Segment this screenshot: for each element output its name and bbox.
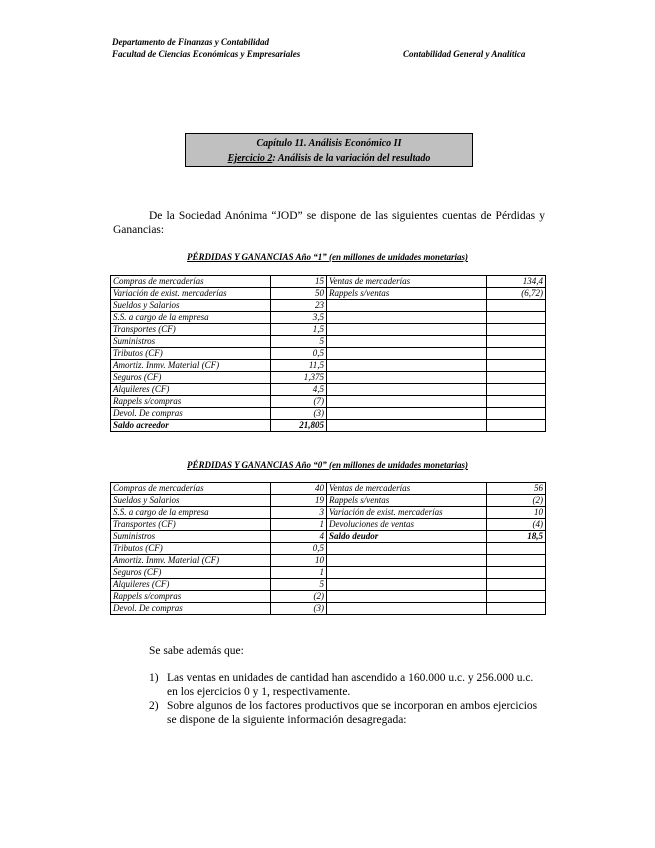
credit-label <box>327 360 487 372</box>
table-row <box>111 288 546 300</box>
table-row <box>111 543 546 555</box>
credit-value <box>487 396 546 408</box>
debit-value: 1,375 <box>271 372 327 384</box>
debit-label: Alquileres (CF) <box>111 579 271 591</box>
credit-label: Rappels s/ventas <box>327 288 487 300</box>
credit-value <box>487 300 546 312</box>
debit-label: Rappels s/compras <box>111 396 271 408</box>
debit-label: Alquileres (CF) <box>111 384 271 396</box>
list-item-number: 2) <box>149 700 159 712</box>
debit-label: Sueldos y Salarios <box>111 495 271 507</box>
debit-value: 1 <box>271 519 327 531</box>
debit-label: Compras de mercaderías <box>111 276 271 288</box>
credit-value <box>487 384 546 396</box>
header-department: Departamento de Finanzas y Contabilidad <box>112 37 270 47</box>
credit-label <box>327 300 487 312</box>
credit-label <box>327 384 487 396</box>
list-item-number: 1) <box>149 672 159 684</box>
debit-label: Seguros (CF) <box>111 567 271 579</box>
credit-value: 56 <box>487 483 546 495</box>
exercise-label: Ejercicio 2 <box>227 153 273 164</box>
credit-label: Ventas de mercaderías <box>327 276 487 288</box>
table-row <box>111 495 546 507</box>
credit-label: Rappels s/ventas <box>327 495 487 507</box>
debit-label: Seguros (CF) <box>111 372 271 384</box>
debit-value: 40 <box>271 483 327 495</box>
table1-pyg-year1 <box>110 275 546 432</box>
debit-label: S.S. a cargo de la empresa <box>111 507 271 519</box>
debit-label: Devol. De compras <box>111 603 271 615</box>
credit-label <box>327 555 487 567</box>
debit-value: 5 <box>271 579 327 591</box>
debit-value: 19 <box>271 495 327 507</box>
credit-label <box>327 408 487 420</box>
table-row <box>111 567 546 579</box>
credit-value <box>487 543 546 555</box>
credit-value <box>487 603 546 615</box>
table-row <box>111 348 546 360</box>
credit-value <box>487 348 546 360</box>
table1-title: PÉRDIDAS Y GANANCIAS Año “1” (en millones de unidades monetarias) <box>187 252 468 262</box>
debit-label: Devol. De compras <box>111 408 271 420</box>
debit-label: Amortiz. Inmv. Material (CF) <box>111 360 271 372</box>
table-row <box>111 276 546 288</box>
table-row <box>111 360 546 372</box>
debit-label: Amortiz. Inmv. Material (CF) <box>111 555 271 567</box>
header-subject: Contabilidad General y Analítica <box>403 49 526 59</box>
credit-value <box>487 579 546 591</box>
credit-label <box>327 312 487 324</box>
credit-value: 18,5 <box>487 531 546 543</box>
debit-value: 4 <box>271 531 327 543</box>
debit-value: 0,5 <box>271 543 327 555</box>
credit-label <box>327 396 487 408</box>
credit-value <box>487 420 546 432</box>
credit-label <box>327 603 487 615</box>
table-row <box>111 507 546 519</box>
credit-label: Saldo deudor <box>327 531 487 543</box>
debit-value: 3 <box>271 507 327 519</box>
credit-value <box>487 567 546 579</box>
list-item-text: Las ventas en unidades de cantidad han ascendido a 160.000 u.c. y 256.000 u.c. en los ejercicios 0 y 1, respectivamente. <box>167 672 534 698</box>
credit-value <box>487 360 546 372</box>
debit-value: (3) <box>271 408 327 420</box>
debit-label: Suministros <box>111 336 271 348</box>
intro-paragraph: De la Sociedad Anónima “JOD” se dispone de las siguientes cuentas de Pérdidas y Ganancias: <box>113 210 545 236</box>
table2-title: PÉRDIDAS Y GANANCIAS Año “0” (en millones de unidades monetarias) <box>187 460 468 470</box>
debit-label: Variación de exist. mercaderías <box>111 288 271 300</box>
debit-label: Saldo acreedor <box>111 420 271 432</box>
credit-label: Devoluciones de ventas <box>327 519 487 531</box>
header-faculty: Facultad de Ciencias Económicas y Empresariales <box>112 49 301 59</box>
table-row <box>111 579 546 591</box>
debit-value: 1,5 <box>271 324 327 336</box>
exercise-text: : Análisis de la variación del resultado <box>272 153 431 164</box>
table-row <box>111 372 546 384</box>
credit-label <box>327 420 487 432</box>
table-row <box>111 519 546 531</box>
credit-label <box>327 543 487 555</box>
list-item-text: Sobre algunos de los factores productivos que se incorporan en ambos ejercicios se dispone de la siguiente información desagregada: <box>167 700 538 726</box>
credit-value: (4) <box>487 519 546 531</box>
debit-label: Transportes (CF) <box>111 519 271 531</box>
table2-pyg-year0 <box>110 482 546 615</box>
table-row <box>111 531 546 543</box>
debit-label: Suministros <box>111 531 271 543</box>
list-item <box>149 671 549 699</box>
credit-value <box>487 324 546 336</box>
table-row <box>111 312 546 324</box>
table-row <box>111 603 546 615</box>
debit-value: 21,805 <box>271 420 327 432</box>
credit-value <box>487 336 546 348</box>
credit-value: (6,72) <box>487 288 546 300</box>
credit-label <box>327 348 487 360</box>
table-row <box>111 483 546 495</box>
exercise-title <box>186 151 472 166</box>
debit-value: 10 <box>271 555 327 567</box>
credit-value <box>487 555 546 567</box>
list-item <box>149 699 549 727</box>
debit-value: 50 <box>271 288 327 300</box>
debit-value: 11,5 <box>271 360 327 372</box>
known-intro: Se sabe además que: <box>149 645 244 657</box>
credit-label: Variación de exist. mercaderías <box>327 507 487 519</box>
debit-label: Compras de mercaderías <box>111 483 271 495</box>
table-row <box>111 591 546 603</box>
credit-value: (2) <box>487 495 546 507</box>
title-box <box>185 133 473 167</box>
credit-label <box>327 591 487 603</box>
credit-label <box>327 579 487 591</box>
debit-value: 23 <box>271 300 327 312</box>
credit-label: Ventas de mercaderías <box>327 483 487 495</box>
debit-value: 15 <box>271 276 327 288</box>
credit-label <box>327 336 487 348</box>
debit-value: 3,5 <box>271 312 327 324</box>
debit-value: (2) <box>271 591 327 603</box>
debit-value: 1 <box>271 567 327 579</box>
credit-value <box>487 372 546 384</box>
credit-label <box>327 372 487 384</box>
credit-value <box>487 591 546 603</box>
debit-value: (3) <box>271 603 327 615</box>
debit-label: Transportes (CF) <box>111 324 271 336</box>
table-row <box>111 300 546 312</box>
credit-label <box>327 324 487 336</box>
debit-value: 5 <box>271 336 327 348</box>
credit-value <box>487 408 546 420</box>
table-row <box>111 384 546 396</box>
chapter-title: Capítulo 11. Análisis Económico II <box>256 138 402 149</box>
debit-label: Tributos (CF) <box>111 348 271 360</box>
credit-value <box>487 312 546 324</box>
table-row <box>111 336 546 348</box>
debit-label: Tributos (CF) <box>111 543 271 555</box>
table-row <box>111 555 546 567</box>
credit-value: 134,4 <box>487 276 546 288</box>
table-row <box>111 396 546 408</box>
debit-value: (7) <box>271 396 327 408</box>
debit-label: Sueldos y Salarios <box>111 300 271 312</box>
credit-label <box>327 567 487 579</box>
credit-value: 10 <box>487 507 546 519</box>
table-row <box>111 420 546 432</box>
table-row <box>111 324 546 336</box>
debit-value: 0,5 <box>271 348 327 360</box>
debit-value: 4,5 <box>271 384 327 396</box>
table-row <box>111 408 546 420</box>
debit-label: S.S. a cargo de la empresa <box>111 312 271 324</box>
debit-label: Rappels s/compras <box>111 591 271 603</box>
